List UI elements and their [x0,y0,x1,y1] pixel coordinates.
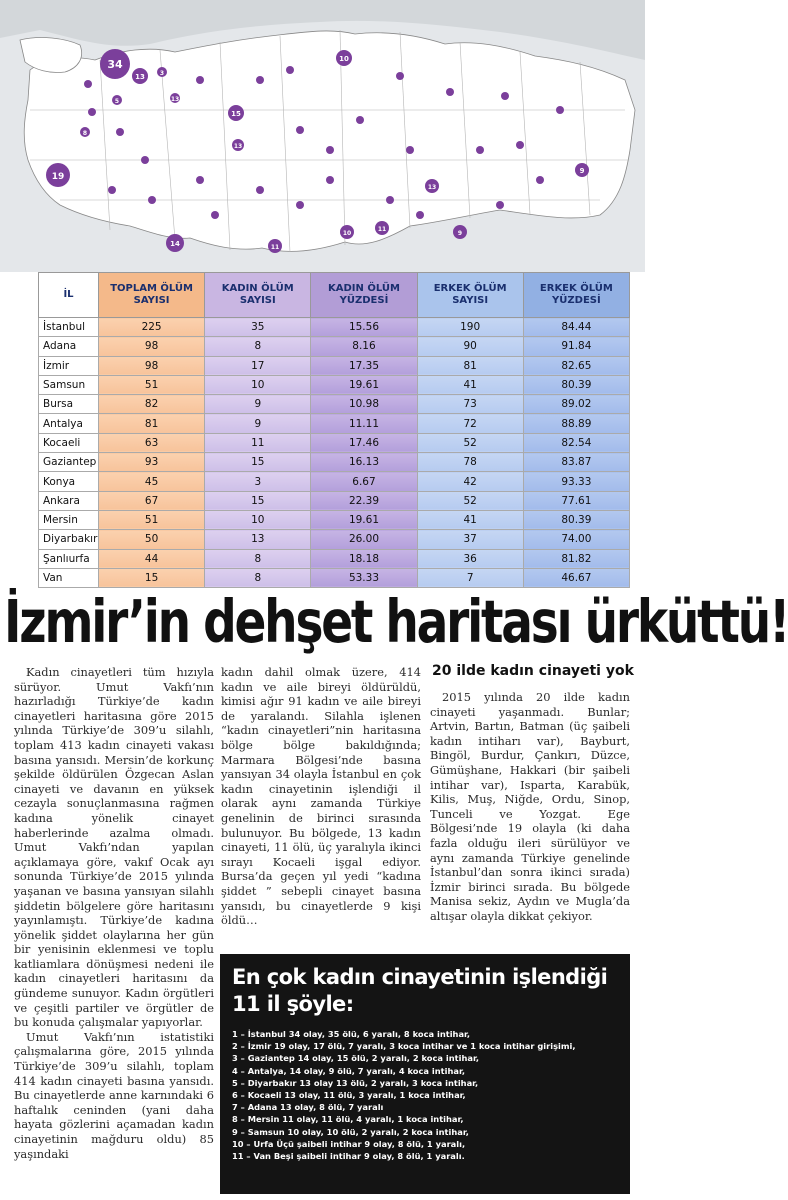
cell-male-deaths: 190 [417,318,523,337]
top-provinces-box [220,954,630,1194]
cell-female-deaths: 17 [205,356,311,375]
cell-total-deaths: 82 [99,395,205,414]
marker-samsun [336,50,352,66]
marker-gaziantep [375,221,389,235]
cell-male-percent: 80.39 [523,510,629,529]
cell-male-deaths: 37 [417,530,523,549]
cell-total-deaths: 63 [99,433,205,452]
marker-label: 13 [427,184,437,191]
cell-female-deaths: 10 [205,510,311,529]
cell-il: Kocaeli [39,433,99,452]
cell-male-deaths: 52 [417,433,523,452]
cell-il: Van [39,568,99,587]
table-header-row [39,273,630,318]
cell-male-deaths: 7 [417,568,523,587]
cell-il: İstanbul [39,318,99,337]
cell-male-percent: 88.89 [523,414,629,433]
table-row [39,530,630,549]
cell-il: Diyarbakır [39,530,99,549]
cell-total-deaths: 93 [99,453,205,472]
list-item: 2 – İzmir 19 olay, 17 ölü, 7 yaralı, 3 koca intihar ve 1 koca intihar girişimi, [232,1041,576,1052]
cell-male-percent: 80.39 [523,375,629,394]
cell-male-percent: 82.54 [523,433,629,452]
marker-label: 10 [339,55,349,63]
cell-female-percent: 8.16 [311,337,417,356]
marker-ankara [228,105,244,121]
cell-female-percent: 53.33 [311,568,417,587]
article-column-1 [14,665,214,1161]
cell-female-deaths: 15 [205,491,311,510]
marker-label: 13 [170,96,180,103]
cell-il: Mersin [39,510,99,529]
cell-male-deaths: 90 [417,337,523,356]
table-row [39,472,630,491]
cell-female-percent: 6.67 [311,472,417,491]
table-row [39,433,630,452]
cell-il: Gaziantep [39,453,99,472]
paragraph: kadın dahil olmak üzere, 414 kadın ve aile bireyi öldürüldü, kimisi ağır 91 kadın ve aile bireyi de yaralandı. Silahla işlenen “kadın cinayetleri”nin haritasına bölge bölge bakıldığında; Marmara Bölgesi’nde basına yansıyan 34 olayla İstanbul en çok kadın cinayetinin işlendiği il olarak aynı zamanda Türkiye genelinin de birinci sırasında bulunuyor. Bu bölgede, 13 kadın cinayeti, 11 ölü, üç yaralıyla ikinci sırayı Kocaeli işgal ediyor. Bursa’da geçen yıl yedi “kadına şiddet ” sebepli cinayet basına yansıdı, bu cinayetlerde 9 kişi öldü… [221,665,421,928]
marker-5 [112,95,122,105]
table-row [39,510,630,529]
cell-male-deaths: 73 [417,395,523,414]
cell-male-deaths: 81 [417,356,523,375]
paragraph: Kadın cinayetleri tüm hızıyla sürüyor. Umut Vakfı’nın hazırladığı Türkiye’de kadın cinayetleri haritasına göre 2015 yılında Türkiye’de 309’u silahlı, toplam 413 kadın cinayeti vakası basına yansıdı. Mersin’de korkunç şekilde öldürülen Özgecan Aslan cinayeti ve davanın en yüksek cezayla sonuçlanmasına rağmen kadına yönelik cinayet haberlerinde azalma olmadı. Umut Vakfı’ndan yapılan açıklamaya göre, vakıf Ocak ayı sonunda Türkiye’de 2015 yılında yaşanan ve basına yansıyan silahlı şiddetin bölgelere göre haritasını yayınlamıştı. Türkiye’de kadına yönelik şiddet olaylarına her gün bir yenisinin eklenmesi ve toplu katliamlara dönüşmesi nedeni ile kadın cinayetleri haritasını da gündeme sunuyor. Kadın örgütleri ve çeşitli partiler ve örgütler de bu konuda çalışmalar yapıyorlar. [14,665,214,1030]
cell-female-percent: 19.61 [311,375,417,394]
col-header-female-percent: KADIN ÖLÜM YÜZDESİ [311,273,417,318]
cell-total-deaths: 98 [99,337,205,356]
marker-label: 14 [170,240,180,248]
paragraph: 2015 yılında 20 ilde kadın cinayeti yaşanmadı. Bunlar; Artvin, Bartın, Batman (üç şaibeli kadın intiharı var), Bayburt, Bingöl, Burdur, Çankırı, Düzce, Gümüşhane, Hakkari (bir şaibeli intihar var), Isparta, Karabük, Kilis, Muş, Niğde, Ordu, Sinop, Tunceli ve Yozgat. Ege Bölgesi’nde 19 olayla (ki daha fazla olduğu ileri sürülüyor ve aynı zamanda Türkiye genelinde İstanbul’dan sonra ikinci sırada) İzmir birinci sırada. Bu bölgede Manisa sekiz, Aydın ve Mugla’da altışar olayla dikkat çekiyor. [430,690,630,923]
cell-female-percent: 10.98 [311,395,417,414]
cell-female-percent: 17.35 [311,356,417,375]
cell-male-deaths: 41 [417,375,523,394]
cell-female-percent: 17.46 [311,433,417,452]
marker-mersin [268,239,282,253]
col-header-male-percent: ERKEK ÖLÜM YÜZDESİ [523,273,629,318]
cell-male-percent: 82.65 [523,356,629,375]
cell-total-deaths: 15 [99,568,205,587]
cell-male-percent: 77.61 [523,491,629,510]
table-row [39,453,630,472]
cell-male-percent: 83.87 [523,453,629,472]
marker-label: 13 [135,73,145,81]
cell-female-percent: 22.39 [311,491,417,510]
cell-total-deaths: 51 [99,375,205,394]
marker-label: 9 [457,230,463,237]
cell-male-deaths: 41 [417,510,523,529]
cell-total-deaths: 225 [99,318,205,337]
cell-female-deaths: 8 [205,568,311,587]
cell-il: Ankara [39,491,99,510]
cell-male-deaths: 42 [417,472,523,491]
cell-male-deaths: 36 [417,549,523,568]
marker-label: 11 [270,244,280,251]
cell-male-percent: 89.02 [523,395,629,414]
turkey-map-svg [0,0,645,272]
box-title: En çok kadın cinayetinin işlendiği 11 il şöyle: [232,965,608,1016]
list-item: 7 – Adana 13 olay, 8 ölü, 7 yaralı [232,1102,384,1113]
cell-female-deaths: 10 [205,375,311,394]
cell-total-deaths: 67 [99,491,205,510]
table-row [39,491,630,510]
headline: İzmir’in dehşet haritası ürküttü! [4,588,788,657]
table-row [39,414,630,433]
cell-male-percent: 91.84 [523,337,629,356]
marker-label: 34 [107,58,123,71]
cell-female-deaths: 15 [205,453,311,472]
cell-female-deaths: 9 [205,414,311,433]
marker-3 [157,67,167,77]
cell-il: Samsun [39,375,99,394]
col-header-il: İL [39,273,99,318]
marker-antalya [166,234,184,252]
table-row [39,568,630,587]
cell-female-deaths: 13 [205,530,311,549]
paragraph: Umut Vakfı’nın istatistiki çalışmalarına göre, 2015 yılında Türkiye’de 309’u silahlı, toplam 414 kadın cinayeti basına yansıdı. Bu cinayetlerde anne karnındaki 6 haftalık ceninden (yani daha hayata gözlerini açamadan kadın cinayetinin mağduru oldu) 85 yaşındaki [14,1029,214,1161]
marker-urfa [453,225,467,239]
cell-female-deaths: 35 [205,318,311,337]
marker-label: 19 [51,172,65,182]
cell-il: Antalya [39,414,99,433]
col-header-male-deaths: ERKEK ÖLÜM SAYISI [417,273,523,318]
cell-male-deaths: 78 [417,453,523,472]
col-header-female-deaths: KADIN ÖLÜM SAYISI [205,273,311,318]
cell-female-deaths: 8 [205,337,311,356]
list-item: 5 – Diyarbakır 13 olay 13 ölü, 2 yaralı, 3 koca intihar, [232,1077,479,1088]
col-header-total-deaths: TOPLAM ÖLÜM SAYISI [99,273,205,318]
cell-female-percent: 19.61 [311,510,417,529]
list-item: 11 – Van Beşi şaibeli intihar 9 olay, 8 ölü, 1 yaralı. [232,1151,465,1162]
table-row [39,318,630,337]
cell-male-percent: 84.44 [523,318,629,337]
article-column-2 [221,665,421,928]
cell-total-deaths: 51 [99,510,205,529]
table-row [39,549,630,568]
marker-izmir [46,163,70,187]
cell-total-deaths: 44 [99,549,205,568]
cell-female-percent: 15.56 [311,318,417,337]
marker-diyarbakir [425,179,439,193]
marker-label: 5 [114,98,120,105]
marker-kocaeli [132,68,148,84]
marker-label: 15 [231,110,241,118]
death-statistics-table [38,272,630,588]
marker-van [575,163,589,177]
marker-label: 9 [579,167,585,175]
article-column-3 [430,690,630,924]
marker-istanbul [100,49,130,79]
marker-label: 10 [342,230,352,237]
marker-8 [80,127,90,137]
cell-il: İzmir [39,356,99,375]
cell-male-percent: 74.00 [523,530,629,549]
subheading: 20 ilde kadın cinayeti yok [432,663,634,679]
cell-male-deaths: 52 [417,491,523,510]
cell-il: Şanlıurfa [39,549,99,568]
cell-il: Adana [39,337,99,356]
cell-female-percent: 16.13 [311,453,417,472]
cell-male-percent: 46.67 [523,568,629,587]
list-item: 10 – Urfa Üçü şaibeli intihar 9 olay, 8 ölü, 1 yaralı, [232,1138,466,1149]
cell-il: Konya [39,472,99,491]
cell-male-deaths: 72 [417,414,523,433]
cell-female-percent: 26.00 [311,530,417,549]
marker-13b [170,93,180,103]
cell-female-percent: 18.18 [311,549,417,568]
cell-total-deaths: 98 [99,356,205,375]
marker-13a [232,139,244,151]
marker-label: 13 [233,143,243,150]
marker-label: 3 [159,70,165,77]
cell-male-percent: 81.82 [523,549,629,568]
marker-label: 8 [82,130,88,137]
table-row [39,356,630,375]
table-row [39,375,630,394]
list-item: 6 – Kocaeli 13 olay, 11 ölü, 3 yaralı, 1 koca intihar, [232,1090,466,1101]
cell-female-deaths: 9 [205,395,311,414]
cell-female-deaths: 11 [205,433,311,452]
table-row [39,395,630,414]
cell-female-percent: 11.11 [311,414,417,433]
list-item: 8 – Mersin 11 olay, 11 ölü, 4 yaralı, 1 koca intihar, [232,1114,464,1125]
marker-label: 11 [377,226,387,233]
list-item: 9 – Samsun 10 olay, 10 ölü, 2 yaralı, 2 koca intihar, [232,1126,469,1137]
marker-adana [340,225,354,239]
cell-il: Bursa [39,395,99,414]
cell-total-deaths: 81 [99,414,205,433]
cell-female-deaths: 3 [205,472,311,491]
list-item: 4 – Antalya, 14 olay, 9 ölü, 7 yaralı, 4 koca intihar, [232,1065,466,1076]
table-row [39,337,630,356]
list-item: 1 – İstanbul 34 olay, 35 ölü, 6 yaralı, 8 koca intihar, [232,1029,471,1039]
cell-female-deaths: 8 [205,549,311,568]
cell-male-percent: 93.33 [523,472,629,491]
list-item: 3 – Gaziantep 14 olay, 15 ölü, 2 yaralı, 2 koca intihar, [232,1053,479,1064]
top-provinces-list [232,1028,630,1162]
cell-total-deaths: 45 [99,472,205,491]
cell-total-deaths: 50 [99,530,205,549]
turkey-map [0,0,645,272]
